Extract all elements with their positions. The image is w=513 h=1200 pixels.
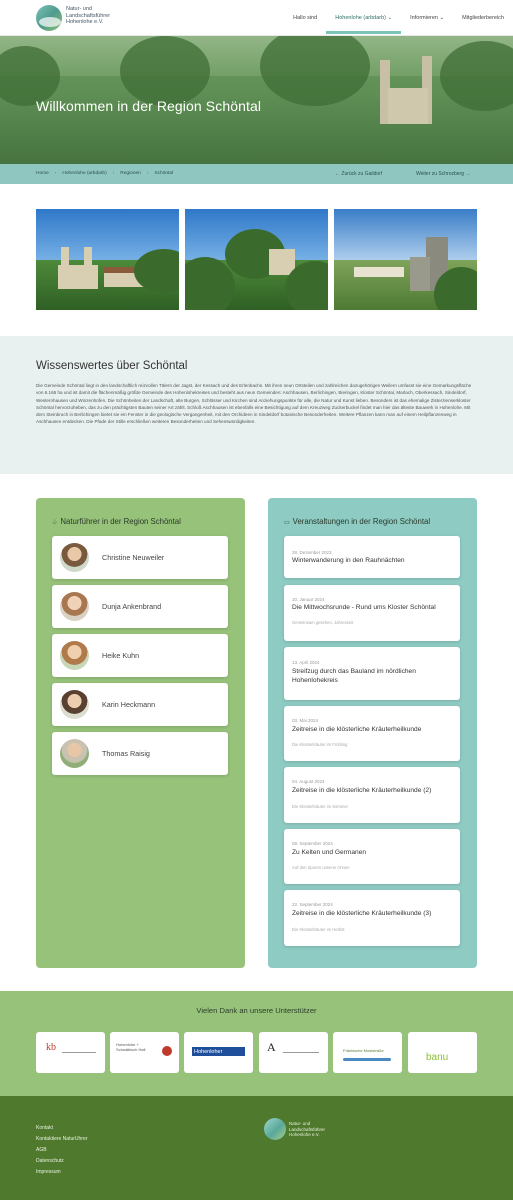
photo-castle-wall: [410, 257, 430, 291]
hero-tree: [0, 46, 60, 106]
guide-card[interactable]: [52, 634, 228, 677]
site-footer: [0, 1096, 513, 1200]
info-text: Die Gemeinde Schöntal liegt in den landschaftlich reizvollen Tälern der Jagst, der Kessach und des Erlenbachs. Mit ihren neun Ortsteilen und zahlreichen dazugehörigen Weilern umfasst sie eine Gemarkungsfläche von 6.166 ha und ist damit die flächenmäßig größte Gemeinde des Hohenlohekreises und besteht aus neun Gemeinden: Aschhausen, Berlichingen, Bieringen, Kloster Schöntal, Marlach, Oberkessach, Sindeldorf, Westernhausen und Winzenhofen. Die Schönheiten der Landschaft, alte Burgen, Schlösser und Kirchen sind Anziehungspunkte für alle, die Natur und Kunst lieben. Besonders ist das ehemalige Zisterzienserkloster Schöntal hervorzuheben, das zu den prächtigsten Bauten seiner Art zählt. Schloß Aschhausen ist ebenfalls eine Besichtigung auf dem Kreuzweg Zuckerbuckel findet man hier das älteste Bauwerk in Hohenlohe. Mit dem Steinbruch in Berlichingen bietet sie ein Fenster in die geologische Vergangenheit, mit den Orchideen in Sindeldorf botanische Besonderheiten. Weitere Pflanzen kann man auf einem Heilpflanzenweg in Aschhausen entdecken. Die Pfade der Stille erschließen weiteren Besonderheiten und Sehenswürdigkeiten.: [36, 383, 472, 425]
gallery-photo-3[interactable]: [334, 209, 477, 310]
gallery-photo-2[interactable]: [185, 209, 328, 310]
logo-text[interactable]: [66, 6, 126, 26]
event-title: Die Mittwochsrunde - Rund ums Kloster Schöntal: [292, 604, 436, 611]
hero-banner: [0, 36, 513, 164]
footer-logo-line-3: Hohenlohe e.V.: [289, 1132, 320, 1137]
hero-monastery: [380, 54, 436, 124]
footer-link-datenschutz[interactable]: Datenschutz: [36, 1158, 64, 1164]
event-card[interactable]: [284, 536, 460, 578]
event-date: 28. Dezember 2023: [292, 550, 332, 555]
sponsor-hohenlohe-logo[interactable]: [110, 1032, 179, 1073]
breadcrumb-bar: [0, 164, 513, 184]
event-subtitle: Die Klosterkräuter im Sommer: [292, 804, 349, 809]
guide-name: Heike Kuhn: [102, 651, 140, 660]
breadcrumb-separator: ›: [146, 171, 149, 176]
hero-tree: [440, 41, 513, 111]
main-nav: [284, 0, 513, 36]
calendar-icon: ▭: [284, 520, 290, 526]
breadcrumb-hohenlohe[interactable]: Hohenlohe (arbdarb): [62, 171, 107, 176]
footer-logo-line-2: Landschaftsführer: [289, 1126, 326, 1132]
event-card[interactable]: [284, 706, 460, 761]
sponsor-label: Hohenloher: [194, 1049, 223, 1055]
sponsor-frankenwald-logo[interactable]: [333, 1032, 402, 1073]
gallery-photo-1[interactable]: [36, 209, 179, 310]
sponsor-wave: [343, 1058, 391, 1061]
nav-item-informieren[interactable]: Informieren ⌄: [410, 15, 445, 21]
info-title: Wissenswertes über Schöntal: [36, 360, 188, 372]
sponsor-label: A: [267, 1040, 276, 1054]
back-link[interactable]: ← Zurück zu Gaildorf: [335, 171, 383, 177]
event-title: Zu Kelten und Germanen: [292, 849, 367, 856]
sponsor-banu-logo[interactable]: [408, 1032, 477, 1073]
event-subtitle: Gemeinsam gesehen, Jahreszeit: [292, 620, 354, 625]
hero-tree: [260, 36, 370, 106]
guides-title: [52, 517, 181, 526]
event-date: 04. August 2024: [292, 779, 325, 784]
footer-link-impressum[interactable]: Impressum: [36, 1169, 61, 1175]
logo-line-3: Hohenlohe e.V.: [66, 19, 104, 25]
event-date: 03. Mai 2024: [292, 718, 319, 723]
page-title: Willkommen in der Region Schöntal: [36, 98, 262, 114]
guide-card[interactable]: [52, 585, 228, 628]
guide-name: Karin Heckmann: [102, 700, 156, 709]
sponsor-hohenloher-logo[interactable]: [184, 1032, 253, 1073]
forward-link[interactable]: Weiter zu Schrozberg →: [416, 171, 471, 177]
site-logo[interactable]: [36, 5, 62, 31]
guide-name: Christine Neuweiler: [102, 553, 165, 562]
avatar: [60, 739, 89, 768]
photo-village: [354, 267, 404, 277]
event-title: Zeitreise in die klösterliche Kräuterheilkunde (2): [292, 787, 432, 794]
guide-card[interactable]: [52, 732, 228, 775]
event-subtitle: Die Klosterkräuter im Frühling: [292, 742, 348, 747]
logo-line-2: Landschaftsführer: [66, 12, 111, 19]
guides-title-text: Naturführer in der Region Schöntal: [60, 517, 181, 526]
footer-link-kontaktiere[interactable]: Kontaktiere NaturUhrer: [36, 1136, 88, 1142]
event-card[interactable]: [284, 647, 460, 700]
guides-panel: [36, 498, 245, 968]
event-title: Zeitreise in die klösterliche Kräuterheilkunde: [292, 726, 422, 733]
event-subtitle: Auf den Spuren unserer Ahnen: [292, 865, 350, 870]
avatar: [60, 592, 89, 621]
leaf-icon: ♧: [52, 520, 58, 526]
breadcrumb-separator: ›: [54, 171, 57, 176]
hero-sky: [0, 36, 513, 76]
footer-logo-line-1: Natur- und: [289, 1121, 311, 1126]
footer-link-kontakt[interactable]: Kontakt: [36, 1125, 53, 1131]
event-title: Zeitreise in die klösterliche Kräuterheilkunde (3): [292, 910, 432, 917]
photo-sky: [334, 209, 477, 265]
nav-item-hohenlohe[interactable]: Hohenlohe (arbdarb) ⌄: [326, 0, 401, 36]
footer-link-agb[interactable]: AGB: [36, 1147, 47, 1153]
avatar: [60, 641, 89, 670]
sponsor-divider: [283, 1052, 319, 1053]
event-date: 08. September 2024: [292, 841, 333, 846]
sponsor-label: Fränkische Moststraße: [343, 1048, 384, 1053]
sponsor-label: banu: [426, 1052, 449, 1063]
sponsors-section: [0, 991, 513, 1096]
site-header: [0, 0, 513, 36]
guide-card[interactable]: [52, 536, 228, 579]
events-panel: [268, 498, 477, 968]
sponsor-emblem: [162, 1046, 172, 1056]
footer-logo[interactable]: [264, 1118, 286, 1140]
event-date: 13. April 2024: [292, 660, 320, 665]
info-section: [0, 336, 513, 474]
sponsor-divider: [62, 1052, 96, 1053]
sponsor-a-logo[interactable]: [259, 1032, 328, 1073]
monastery-body: [388, 88, 428, 124]
event-title: Winterwanderung in den Rauhnächten: [292, 557, 405, 564]
breadcrumb-current: Schöntal: [154, 171, 174, 176]
sponsor-label: Hohenlohe + Schwäbisch Hall: [116, 1042, 146, 1052]
sponsors-title: Vielen Dank an unsere Unterstützer: [196, 1006, 317, 1015]
event-card[interactable]: [284, 585, 460, 641]
event-card[interactable]: [284, 890, 460, 946]
event-date: 10. Januar 2024: [292, 597, 325, 602]
hero-tree: [120, 36, 210, 106]
nav-item-mitgliederbereich[interactable]: Mitgliederbereich: [462, 15, 504, 21]
event-card[interactable]: [284, 767, 460, 823]
footer-links: [36, 1123, 87, 1178]
avatar: [60, 690, 89, 719]
logo-line-1: Natur- und: [66, 6, 92, 12]
avatar: [60, 543, 89, 572]
footer-logo-text: [289, 1121, 349, 1138]
nav-item-hallo[interactable]: Hallo sind: [293, 15, 318, 21]
event-card[interactable]: [284, 829, 460, 884]
photo-building: [58, 265, 98, 289]
guide-name: Dunja Ankenbrand: [102, 602, 162, 611]
guide-card[interactable]: [52, 683, 228, 726]
event-title: Streifzug durch das Bauland im nördlichen Hohenlohekreis: [292, 668, 416, 684]
guide-name: Thomas Raisig: [102, 749, 150, 758]
breadcrumb-separator: ›: [112, 171, 115, 176]
events-title: [284, 517, 430, 526]
sponsor-label: kb: [46, 1042, 56, 1053]
sponsor-kb-logo[interactable]: [36, 1032, 105, 1073]
event-subtitle: Die Klosterkräuter im Herbst: [292, 927, 345, 932]
breadcrumb-home[interactable]: Home: [36, 171, 49, 176]
breadcrumb: [36, 164, 173, 184]
breadcrumb-regionen[interactable]: Regionen: [120, 171, 141, 176]
event-date: 22. September 2024: [292, 902, 333, 907]
events-title-text: Veranstaltungen in der Region Schöntal: [292, 517, 431, 526]
